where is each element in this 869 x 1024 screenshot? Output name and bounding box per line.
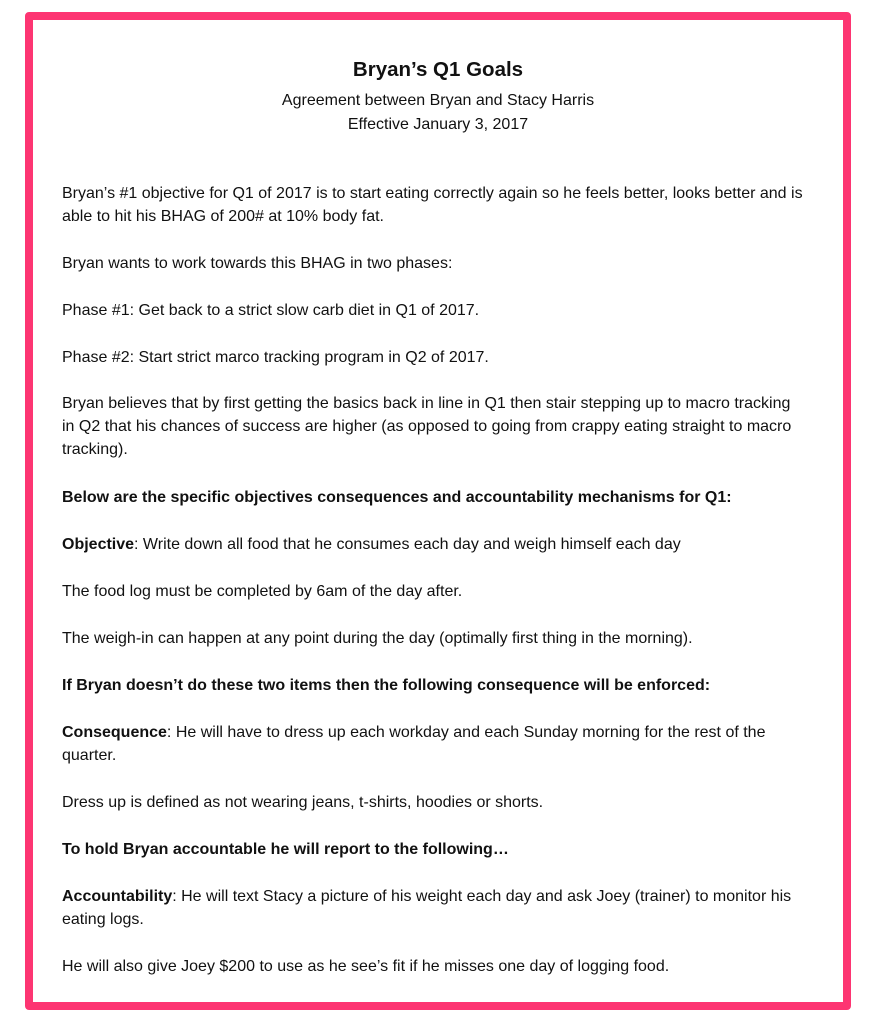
paragraph-phase-2: Phase #2: Start strict marco tracking program in Q2 of 2017.: [62, 349, 489, 366]
paragraph-phases-intro: Bryan wants to work towards this BHAG in two phases:: [62, 255, 453, 272]
paragraph-weigh-in: The weigh-in can happen at any point during the day (optimally first thing in the morning).: [62, 630, 693, 647]
document-title: Bryan’s Q1 Goals: [352, 58, 524, 81]
paragraph-objective-intro: Bryan’s #1 objective for Q1 of 2017 is to start eating correctly again so he feels better, looks better and is able to hit his BHAG of 200# at 10% body fat.: [62, 185, 803, 225]
paragraph-belief: Bryan believes that by first getting the basics back in line in Q1 then stair stepping up to macro tracking in Q2 that his chances of success are higher (as opposed to going from crappy eating straight to macro tracking).: [62, 395, 792, 458]
paragraph-consequence: [62, 721, 807, 767]
paragraph-phase-1: Phase #1: Get back to a strict slow carb diet in Q1 of 2017.: [62, 302, 480, 319]
section-heading-objectives: Below are the specific objectives consequences and accountability mechanisms for Q1:: [62, 489, 732, 506]
paragraph-joey-payment: He will also give Joey $200 to use as he see’s fit if he misses one day of logging food.: [62, 958, 670, 975]
objective-text: : Write down all food that he consumes each day and weigh himself each day: [134, 536, 681, 553]
paragraph-food-log: The food log must be completed by 6am of the day after.: [62, 583, 463, 600]
objective-label: Objective: [62, 536, 135, 553]
section-heading-accountability: To hold Bryan accountable he will report to the following…: [62, 841, 509, 858]
agreement-line: Agreement between Bryan and Stacy Harris: [281, 92, 595, 109]
effective-date-line: Effective January 3, 2017: [347, 116, 529, 133]
paragraph-accountability: [62, 885, 807, 931]
section-heading-consequence: If Bryan doesn’t do these two items then the following consequence will be enforced:: [62, 677, 711, 694]
paragraph-objective: [62, 533, 807, 556]
consequence-text: : He will have to dress up each workday and each Sunday morning for the rest of the quarter.: [62, 724, 766, 764]
consequence-label: Consequence: [62, 724, 167, 741]
accountability-text: : He will text Stacy a picture of his weight each day and ask Joey (trainer) to monitor his eating logs.: [62, 888, 792, 928]
accountability-label: Accountability: [62, 888, 173, 905]
paragraph-dress-up: Dress up is defined as not wearing jeans, t-shirts, hoodies or shorts.: [62, 794, 544, 811]
document-frame: [25, 12, 851, 1010]
